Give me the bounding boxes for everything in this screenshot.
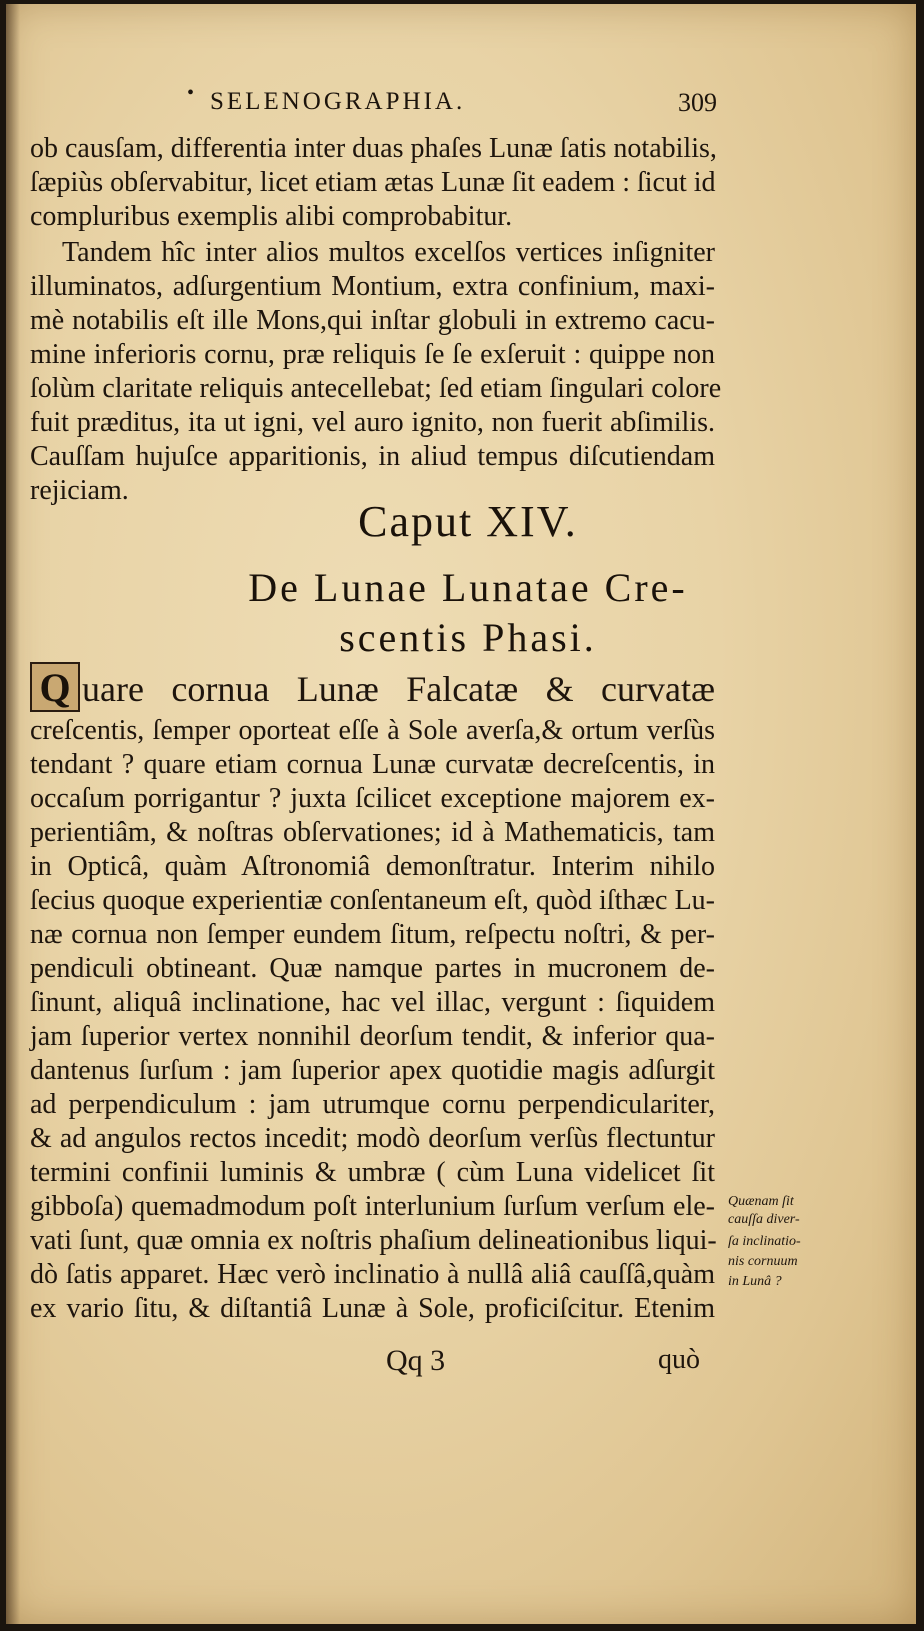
- text-line: occaſum porrigantur ? juxta ſcilicet exceptione majorem ex-: [30, 783, 715, 814]
- text-line: fuit præditus, ita ut igni, vel auro ignito, non fuerit abſimilis.: [30, 407, 715, 438]
- text-line: rejiciam.: [30, 475, 129, 506]
- text-line: ob causſam, differentia inter duas phaſes Lunæ ſatis notabilis,: [30, 133, 717, 164]
- text-line: ſinunt, aliquâ inclinatione, hac vel illac, vergunt : ſiquidem: [30, 987, 715, 1018]
- text-line: mine inferioris cornu, præ reliquis ſe ſe exſeruit : quippe non: [30, 339, 715, 370]
- text-line: gibboſa) quemadmodum poſt interlunium ſurſum verſum ele-: [30, 1191, 715, 1222]
- page-header: [6, 82, 916, 128]
- margin-note-line: nis cornuum: [728, 1254, 798, 1269]
- margin-note-line: ſa inclinatio-: [728, 1234, 801, 1249]
- text-line: termini confinii luminis & umbræ ( cùm Luna videlicet ſit: [30, 1157, 715, 1188]
- ink-dot: •: [187, 82, 195, 104]
- text-line: ex vario ſitu, & diſtantiâ Lunæ à Sole, proficiſcitur. Etenim: [30, 1293, 715, 1324]
- book-page: [6, 4, 916, 1624]
- text-line: compluribus exemplis alibi comprobabitur.: [30, 201, 513, 232]
- text-line: Cauſſam hujuſce apparitionis, in aliud tempus diſcutiendam: [30, 441, 715, 472]
- text-line: ſecius quoque experientiæ conſentaneum eſt, quòd iſthæc Lu-: [30, 885, 715, 916]
- text-line: tendant ? quare etiam cornua Lunæ curvatæ decreſcentis, in: [30, 749, 715, 780]
- signature-mark: Qq 3: [386, 1344, 446, 1377]
- chapter-subtitle-line1: De Lunae Lunatae Cre-: [248, 565, 688, 610]
- drop-cap: Q: [30, 662, 80, 712]
- margin-note-line: in Lunâ ?: [728, 1274, 782, 1289]
- text-line: ſæpiùs obſervabitur, licet etiam ætas Lunæ ſit eadem : ſicut id: [30, 167, 716, 198]
- text-line: ſolùm claritate reliquis antecellebat; ſed etiam ſingulari colore: [30, 373, 722, 404]
- running-title: SELENOGRAPHIA.: [210, 88, 466, 115]
- chapter-subtitle-line2: scentis Phasi.: [339, 615, 597, 660]
- text-line: dò ſatis apparet. Hæc verò inclinatio à nullâ aliâ cauſſâ,quàm: [30, 1259, 715, 1290]
- chapter-title: Caput XIV.: [358, 497, 578, 546]
- text-line: vati ſunt, quæ omnia ex noſtris phaſium delineationibus liqui-: [30, 1225, 717, 1256]
- text-line: dantenus ſurſum : jam ſuperior apex quotidie magis adſurgit: [30, 1055, 715, 1086]
- text-line: jam ſuperior vertex nonnihil deorſum tendit, & inferior qua-: [30, 1021, 715, 1052]
- page-number: 309: [678, 88, 717, 117]
- catchword: quò: [658, 1344, 700, 1375]
- text-line: Tandem hîc inter alios multos excelſos vertices inſigniter: [62, 237, 715, 268]
- first-line: uare cornua Lunæ Falcatæ & curvatæ: [82, 669, 715, 709]
- text-line: & ad angulos rectos incedit; modò deorſum verſùs flectuntur: [30, 1123, 715, 1154]
- text-line: pendiculi obtineant. Quæ namque partes in mucronem de-: [30, 953, 715, 984]
- text-line: perientiâm, & noſtras obſervationes; id à Mathematicis, tam: [30, 817, 715, 848]
- text-line: in Opticâ, quàm Aſtronomiâ demonſtratur. Interim nihilo: [30, 851, 715, 882]
- text-line: næ cornua non ſemper eundem ſitum, reſpectu noſtri, & per-: [30, 919, 715, 950]
- text-line: illuminatos, adſurgentium Montium, extra confinium, maxi-: [30, 271, 715, 302]
- margin-note-line: cauſſa diver-: [728, 1212, 800, 1227]
- text-line: mè notabilis eſt ille Mons,qui inſtar globuli in extremo cacu-: [30, 305, 715, 336]
- text-line: ad perpendiculum : jam utrumque cornu perpendiculariter,: [30, 1089, 715, 1120]
- text-line: creſcentis, ſemper oporteat eſſe à Sole averſa,& ortum verſùs: [30, 715, 715, 746]
- margin-note-line: Quænam ſit: [728, 1194, 794, 1209]
